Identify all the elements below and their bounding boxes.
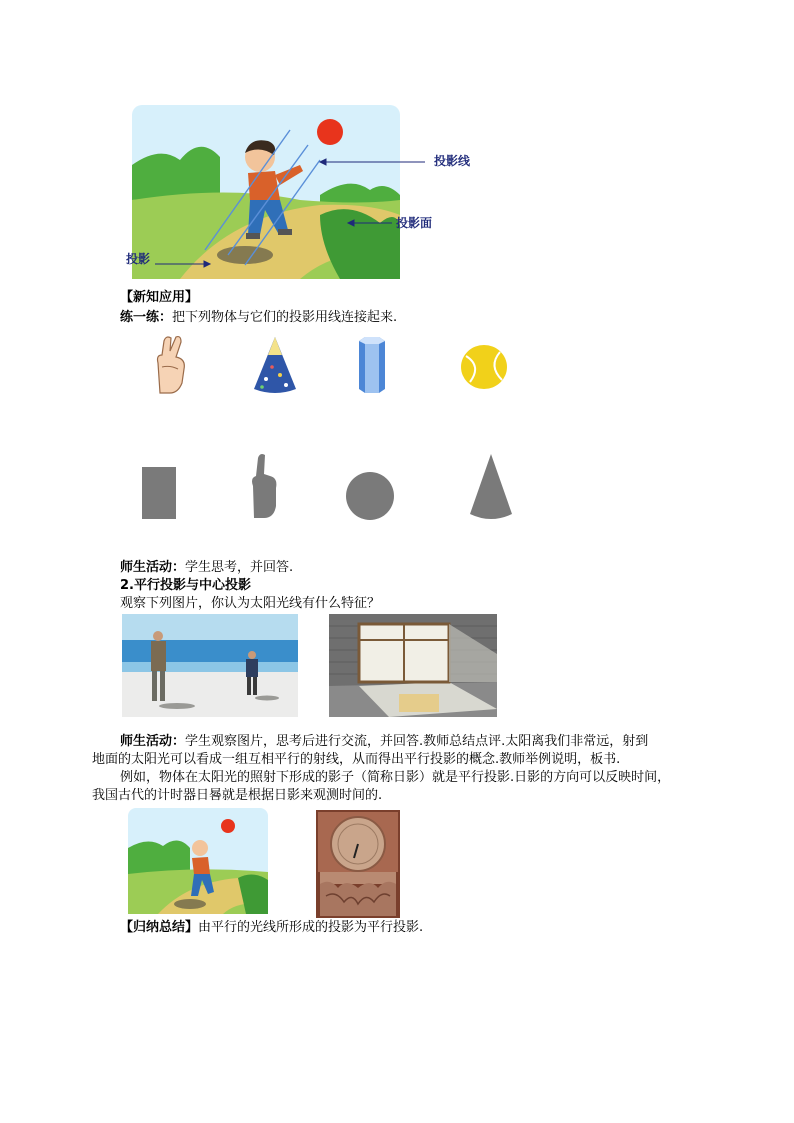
- activity-2-line-1: [120, 734, 648, 750]
- section-title-new-knowledge: 【新知应用】: [120, 290, 199, 305]
- summary-title: 【归纳总结】: [120, 920, 199, 935]
- label-projection-line: 投影线: [434, 154, 471, 168]
- exercise-line: [120, 310, 397, 326]
- shadow: [217, 246, 273, 264]
- exercise-text: 把下列物体与它们的投影用线连接起来.: [172, 310, 398, 325]
- activity-1-label: 师生活动：: [120, 560, 186, 575]
- shadow-triangle-shape: [469, 454, 513, 520]
- boy-sun-photo: [128, 808, 268, 914]
- section-2-question: 观察下列图片，你认为太阳光线有什么特征？: [120, 596, 381, 611]
- shadow-rectangle-shape: [142, 467, 176, 519]
- small-sun-icon: [221, 819, 235, 833]
- exercise-label: 练一练：: [120, 310, 173, 325]
- summary: [120, 920, 423, 936]
- beach-photo: [122, 614, 298, 717]
- activity-1-text: 学生思考，并回答.: [185, 560, 294, 575]
- activity-2-line-2: 地面的太阳光可以看成一组互相平行的射线，从而得出平行投影的概念.教师举例说明，板书.: [92, 752, 621, 767]
- projection-illustration: [120, 105, 500, 280]
- activity-2-label: 师生活动：: [120, 734, 186, 749]
- window-light-photo: [329, 614, 497, 717]
- activity-2-line-4: 我国古代的计时器日晷就是根据日影来观测时间的.: [92, 788, 383, 803]
- summary-text: 由平行的光线所形成的投影为平行投影.: [198, 920, 424, 935]
- object-hexagonal-prism-icon: [353, 335, 389, 395]
- activity-1: [120, 560, 293, 576]
- sun-icon: [317, 119, 343, 145]
- shadow-circle-shape: [346, 472, 394, 520]
- object-tennis-ball-icon: [460, 344, 508, 390]
- sundial-photo: [316, 810, 400, 918]
- object-hand-icon: [148, 333, 192, 395]
- label-projection-plane: 投影面: [396, 216, 433, 230]
- object-party-hat-icon: [252, 335, 298, 395]
- activity-2-line-3: 例如，物体在太阳光的照射下形成的影子（简称日影）就是平行投影.日影的方向可以反映时间，: [120, 770, 671, 785]
- section-2-title: 2.平行投影与中心投影: [120, 578, 251, 593]
- shadow-hand-shape: [246, 452, 280, 520]
- activity-2-text-1: 学生观察图片，思考后进行交流，并回答.教师总结点评.太阳离我们非常远，射到: [185, 734, 649, 749]
- label-projection: 投影: [126, 252, 151, 266]
